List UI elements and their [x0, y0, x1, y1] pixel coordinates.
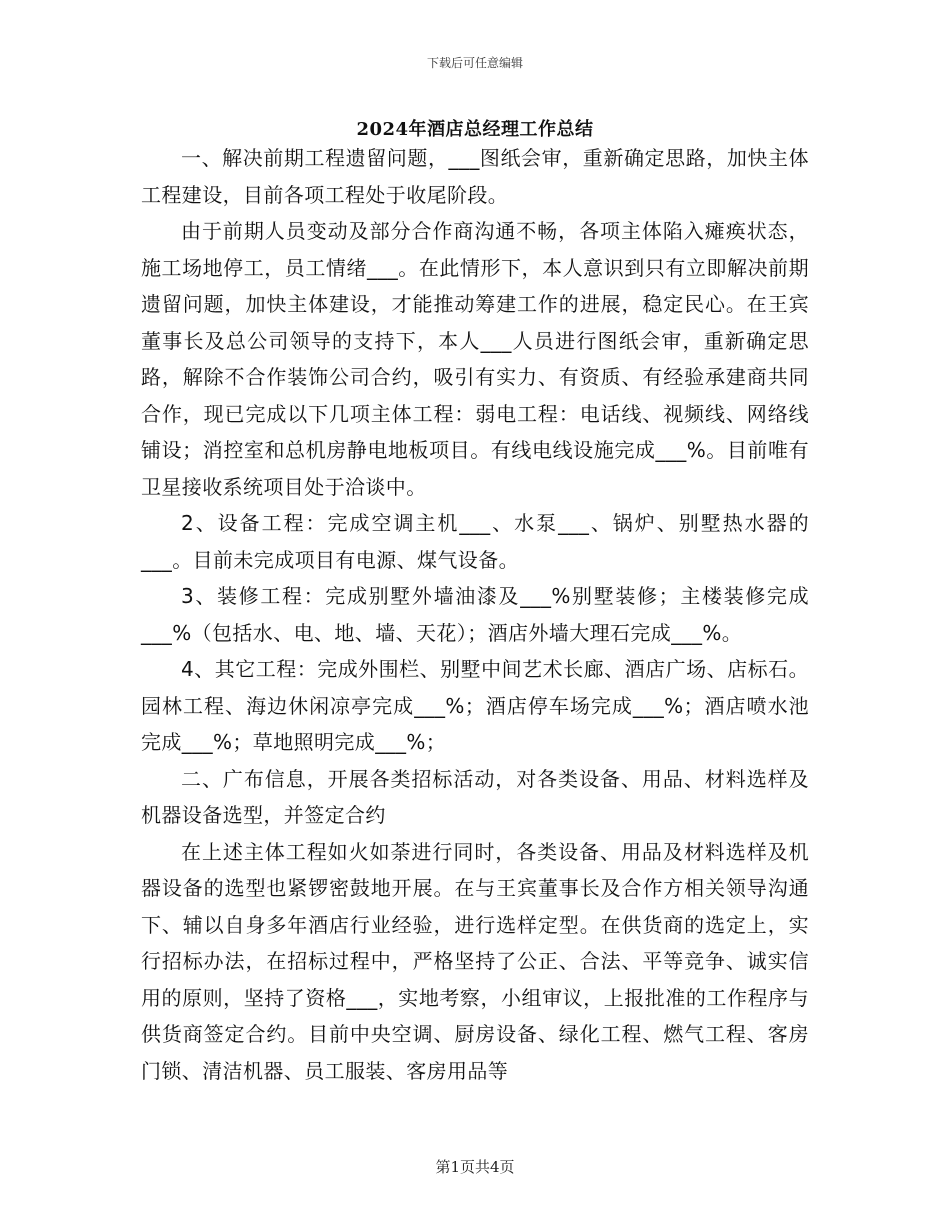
page-indicator: 第1页共4页 [435, 1158, 515, 1176]
document-title: 2024年酒店总经理工作总结 [356, 119, 594, 140]
paragraph: 由于前期人员变动及部分合作商沟通不畅，各项主体陷入瘫痪状态，施工场地停工，员工情绪___。在此情形下，本人意识到只有立即解决前期遗留问题，加快主体建设，才能推动筹建工作的进展，稳定民心。在王宾董事长及总公司领导的支持下，本人___人员进行图纸会审，重新确定思路，解除不合作装饰公司合约，吸引有实力、有资质、有经验承建商共同合作，现已完成以下几项主体工程：弱电工程：电话线、视频线、网络线铺设；消控室和总机房静电地板项目。有线电线设施完成___%。目前唯有卫星接收系统项目处于洽谈中。 [141, 219, 809, 499]
paragraph: 4、其它工程：完成外围栏、别墅中间艺术长廊、酒店广场、店标石。园林工程、海边休闲凉亭完成___%；酒店停车场完成___%；酒店喷水池完成___%；草地照明完成___%； [141, 657, 809, 754]
document-body [141, 140, 809, 1089]
header-note: 下载后可任意编辑 [426, 56, 523, 70]
paragraph: 一、解决前期工程遗留问题，___图纸会审，重新确定思路，加快主体工程建设，目前各项工程处于收尾阶段。 [141, 146, 809, 207]
paragraph: 2、设备工程：完成空调主机___、水泵___、锅炉、别墅热水器的___。目前未完成项目有电源、煤气设备。 [141, 511, 809, 572]
paragraph: 在上述主体工程如火如荼进行同时，各类设备、用品及材料选样及机器设备的选型也紧锣密鼓地开展。在与王宾董事长及合作方相关领导沟通下、辅以自身多年酒店行业经验，进行选样定型。在供货商的选定上，实行招标办法，在招标过程中，严格坚持了公正、合法、平等竞争、诚实信用的原则，坚持了资格___，实地考察，小组审议，上报批准的工作程序与供货商签定合约。目前中央空调、厨房设备、绿化工程、燃气工程、客房门锁、清洁机器、员工服装、客房用品等 [141, 839, 809, 1083]
paragraph: 二、广布信息，开展各类招标活动，对各类设备、用品、材料选样及机器设备选型，并签定合约 [141, 766, 809, 827]
paragraph: 3、装修工程：完成别墅外墙油漆及___%别墅装修；主楼装修完成___%（包括水、电、地、墙、天花）；酒店外墙大理石完成___%。 [141, 584, 809, 645]
